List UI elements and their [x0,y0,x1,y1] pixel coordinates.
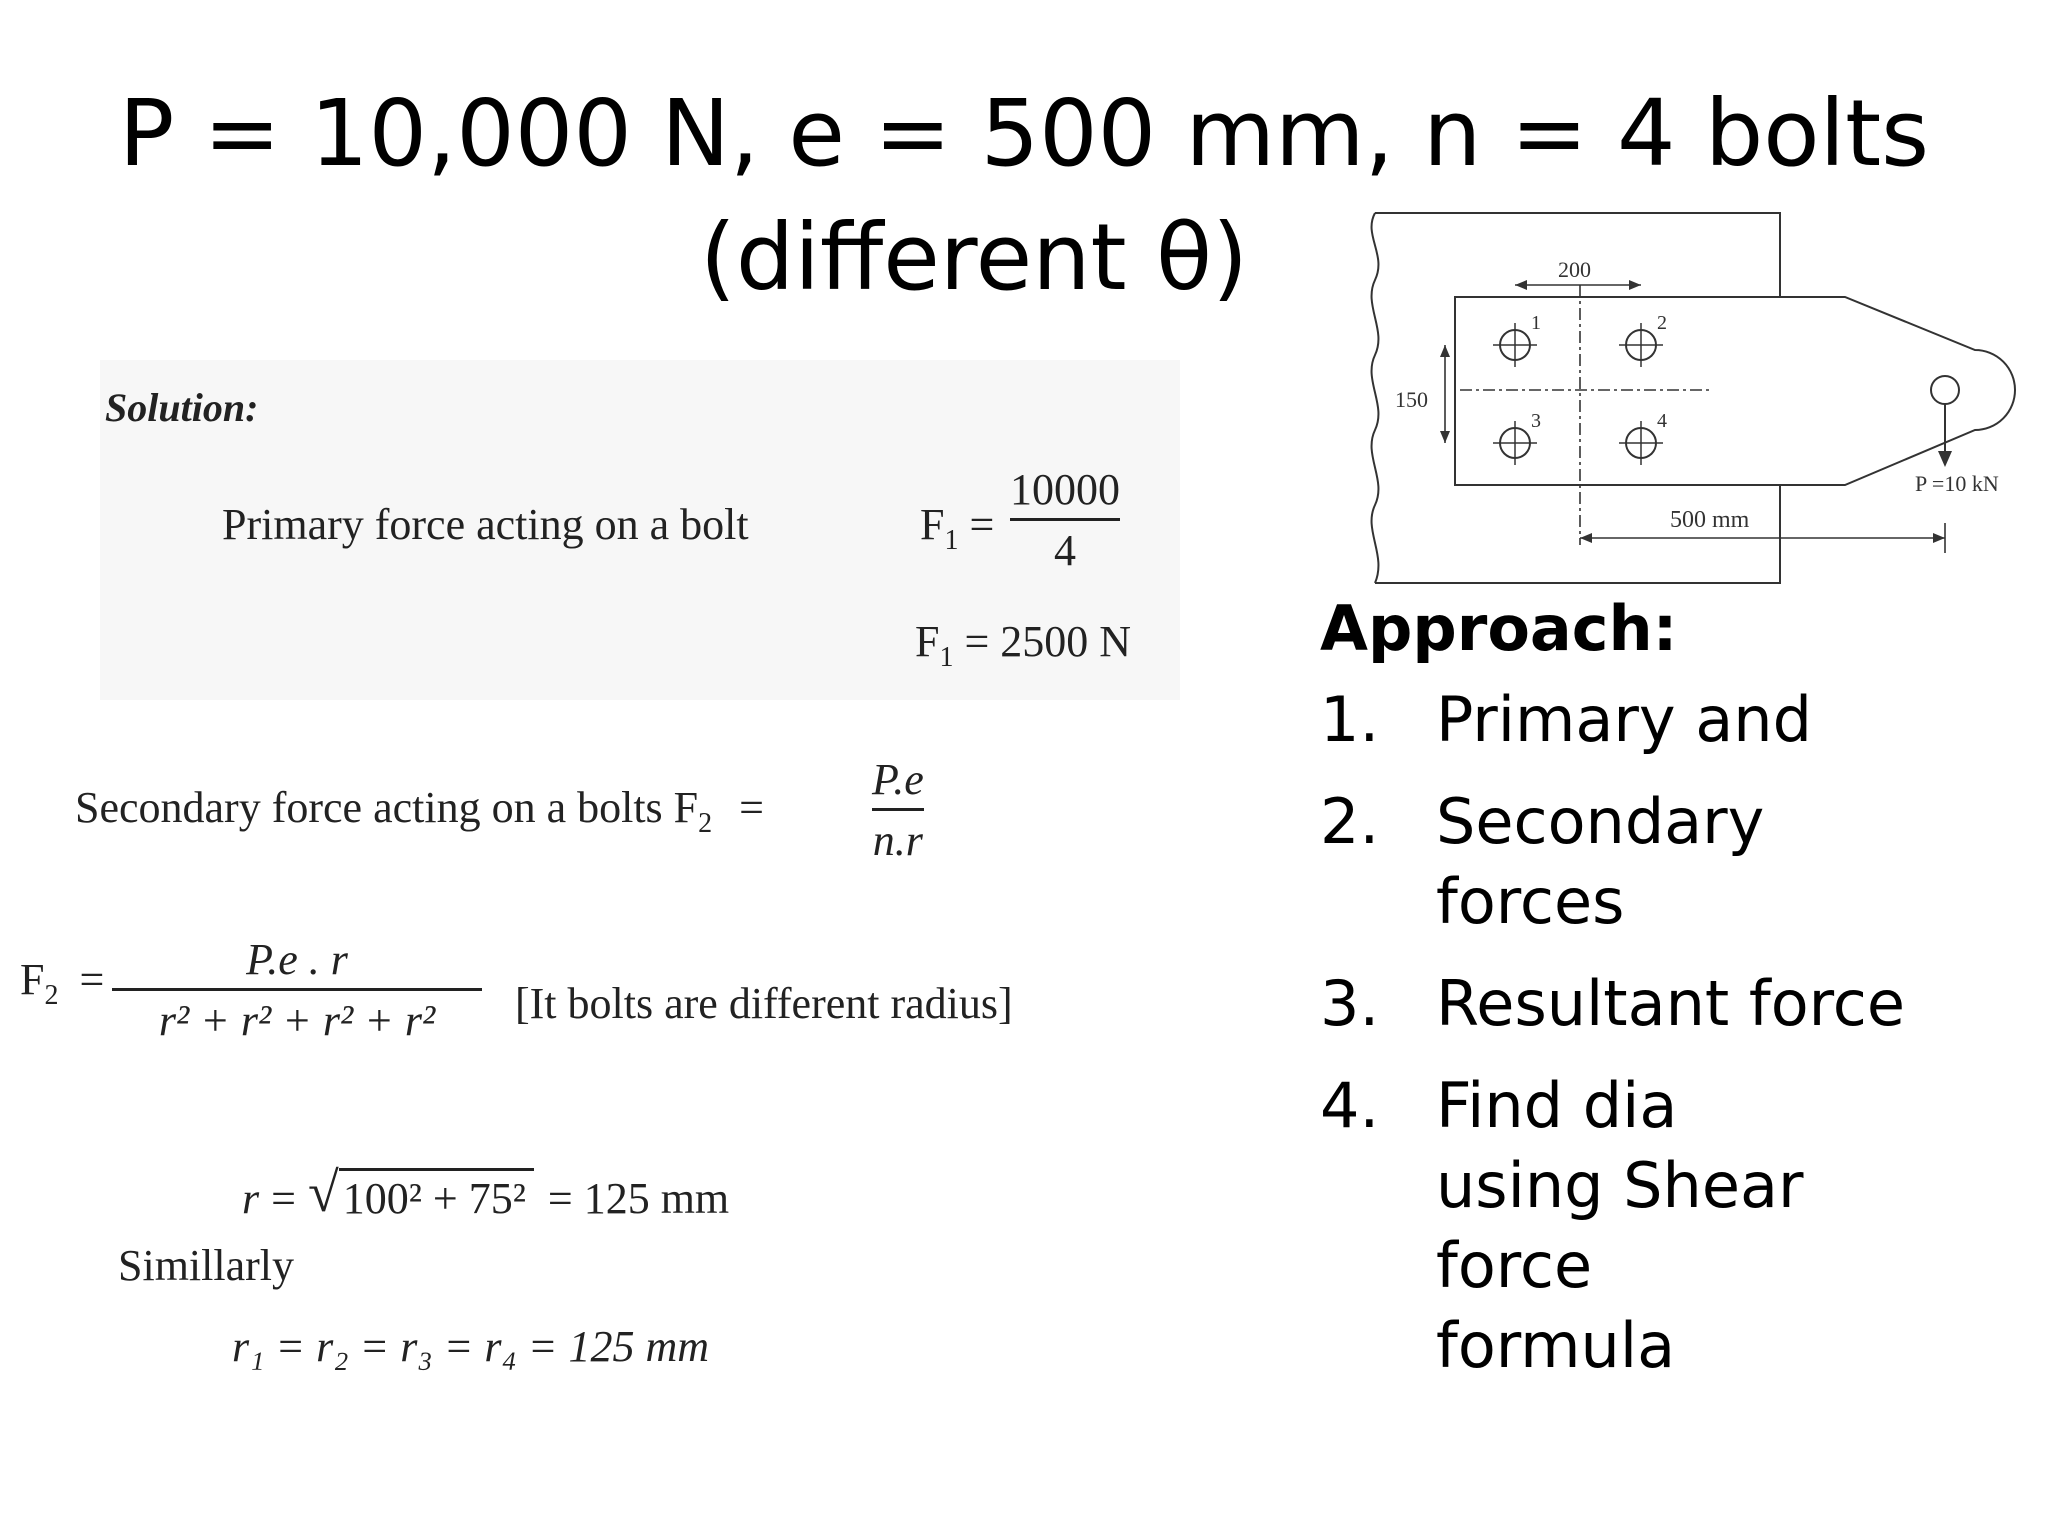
f2-full-denominator: r² + r² + r² + r² [158,996,436,1045]
approach-item-number: 2. [1320,785,1380,858]
f2-full-symbol: F [20,955,45,1004]
r1-result: = 125 mm [547,1174,730,1223]
solution-heading: Solution: [105,385,259,430]
approach-list [1320,680,1916,1386]
f2-full-lhs [20,955,105,1011]
f1-result-symbol: F [915,617,940,666]
secondary-force-equals: = [739,783,764,832]
slide-title-line1: P = 10,000 N, e = 500 mm, n = 4 bolts [118,80,1930,187]
secondary-force-text: Secondary force acting on a bolts F [75,783,699,832]
approach-item [1320,1066,1916,1386]
load-label: P =10 kN [1915,471,1999,496]
bolted-bracket-diagram [1365,205,2045,590]
bolt-label-1: 1 [1531,312,1541,334]
dim-200-label: 200 [1558,257,1591,282]
approach-item-text: Resultant force [1436,967,1905,1040]
f1-denominator: 4 [1054,526,1076,575]
r1-radicand: 100² + 75² [339,1168,534,1221]
approach-panel [1320,592,1916,1408]
f1-lhs [920,500,995,556]
f2-full-fraction [112,935,482,1045]
approach-item [1320,680,1916,760]
f2-fraction [872,755,924,865]
r-all-equation: r₁ = r₂ = r₃ = r₄ = 125 mm [232,1322,709,1371]
f1-result-subscript: 1 [939,641,954,673]
bolt-label-2: 2 [1657,312,1667,334]
f1-result-value: = 2500 N [953,617,1132,666]
bolt-label-4: 4 [1657,410,1667,432]
approach-item-number: 3. [1320,967,1380,1040]
different-radius-note: [It bolts are different radius] [515,979,1013,1028]
dim-150-label: 150 [1395,387,1428,412]
approach-item [1320,964,1916,1044]
secondary-force-subscript: 2 [698,807,713,839]
r1-equation: r = √ 100² + 75² = 125 mm [242,1162,730,1224]
f1-symbol: F [920,500,945,549]
f2-denominator: n.r [872,816,923,865]
dim-500-label: 500 mm [1670,507,1750,533]
f2-numerator: P.e [872,755,924,804]
f2-full-numerator: P.e . r [246,935,348,984]
bolt-label-3: 3 [1531,410,1541,432]
r1-symbol: r [242,1174,260,1223]
f1-numerator: 10000 [1010,465,1120,514]
approach-item-text: Primary and [1436,683,1812,756]
f1-equals: = [958,500,995,549]
approach-heading: Approach: [1320,592,1678,665]
f1-result [915,617,1132,673]
f1-fraction [1010,465,1120,575]
approach-item-text: Find dia using Shear force formula [1436,1069,1804,1382]
approach-item-number: 4. [1320,1069,1380,1142]
load-arrow-icon [1938,451,1952,467]
slide-title-line2: (different θ) [699,204,1249,311]
similarly-label: Simillarly [118,1241,294,1290]
approach-item-text: Secondary forces [1436,785,1765,938]
approach-item [1320,782,1916,942]
approach-item-number: 1. [1320,683,1380,756]
sqrt-icon: √ [307,1162,339,1224]
f2-full-equals: = [79,955,105,1004]
primary-force-label: Primary force acting on a bolt [222,500,749,549]
f2-full-subscript: 2 [44,979,59,1011]
wall-break-line [1372,213,1379,583]
f1-subscript: 1 [944,524,959,556]
secondary-force-label [75,783,764,839]
